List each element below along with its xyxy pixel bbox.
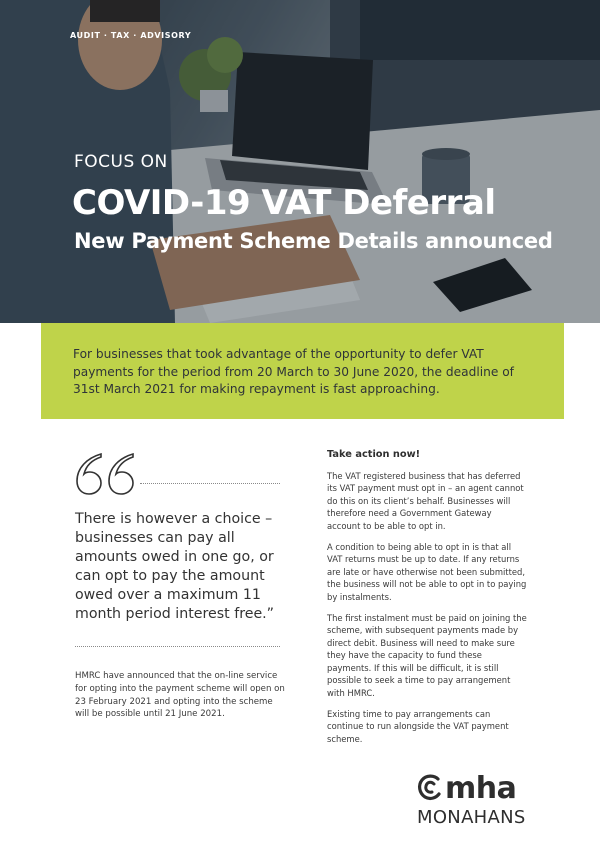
hero-image: [0, 0, 600, 323]
intro-text: For businesses that took advantage of the opportunity to defer VAT payments for the period from 20 March to 30 June 2020, the deadline of 31st March 2021 for making repayment is fast approaching.: [73, 347, 514, 396]
page-subtitle: New Payment Scheme Details announced: [74, 229, 553, 253]
intro-banner: [41, 323, 564, 419]
focus-on-label: FOCUS ON: [74, 152, 168, 172]
paragraph-condition: A condition to being able to opt in is that all VAT returns must be up to date. If any returns are late or have otherwise not been submitted, the business will not be able to opt in to paying by instalments.: [327, 542, 527, 602]
take-action-section: [327, 449, 527, 754]
quote-mark-icon: [73, 450, 137, 498]
tagline: AUDIT · TAX · ADVISORY: [70, 31, 192, 40]
logo-swirl-icon: [417, 774, 443, 802]
paragraph-instalment: The first instalment must be paid on joining the scheme, with subsequent payments made by direct debit. Business will need to make sure they have the capacity to fund these payments. If this will be difficult, it is still possible to seek a time to pay arrangement with HMRC.: [327, 613, 527, 698]
company-logo: [417, 772, 577, 832]
section-heading: Take action now!: [327, 449, 421, 460]
paragraph-opt-in: The VAT registered business that has deferred its VAT payment must opt in – an agent cannot do this on its client’s behalf. Businesses will therefore need a Government Gateway account to be able to opt in.: [327, 471, 524, 531]
page-title: COVID-19 VAT Deferral: [72, 183, 496, 223]
hmrc-note: HMRC have announced that the on-line service for opting into the payment scheme will open on 23 February 2021 and opting into the scheme will be possible until 21 June 2021.: [75, 671, 285, 720]
logo-company-name: MONAHANS: [417, 807, 526, 828]
pull-quote: There is however a choice – businesses can pay all amounts owed in one go, or can opt to pay the amount owed over a maximum 11 month period interest free.”: [75, 511, 275, 622]
divider-bottom: [75, 646, 280, 647]
logo-brand: mha: [445, 771, 517, 806]
paragraph-existing: Existing time to pay arrangements can continue to run alongside the VAT payment scheme.: [327, 708, 509, 744]
divider-top: [140, 483, 280, 484]
